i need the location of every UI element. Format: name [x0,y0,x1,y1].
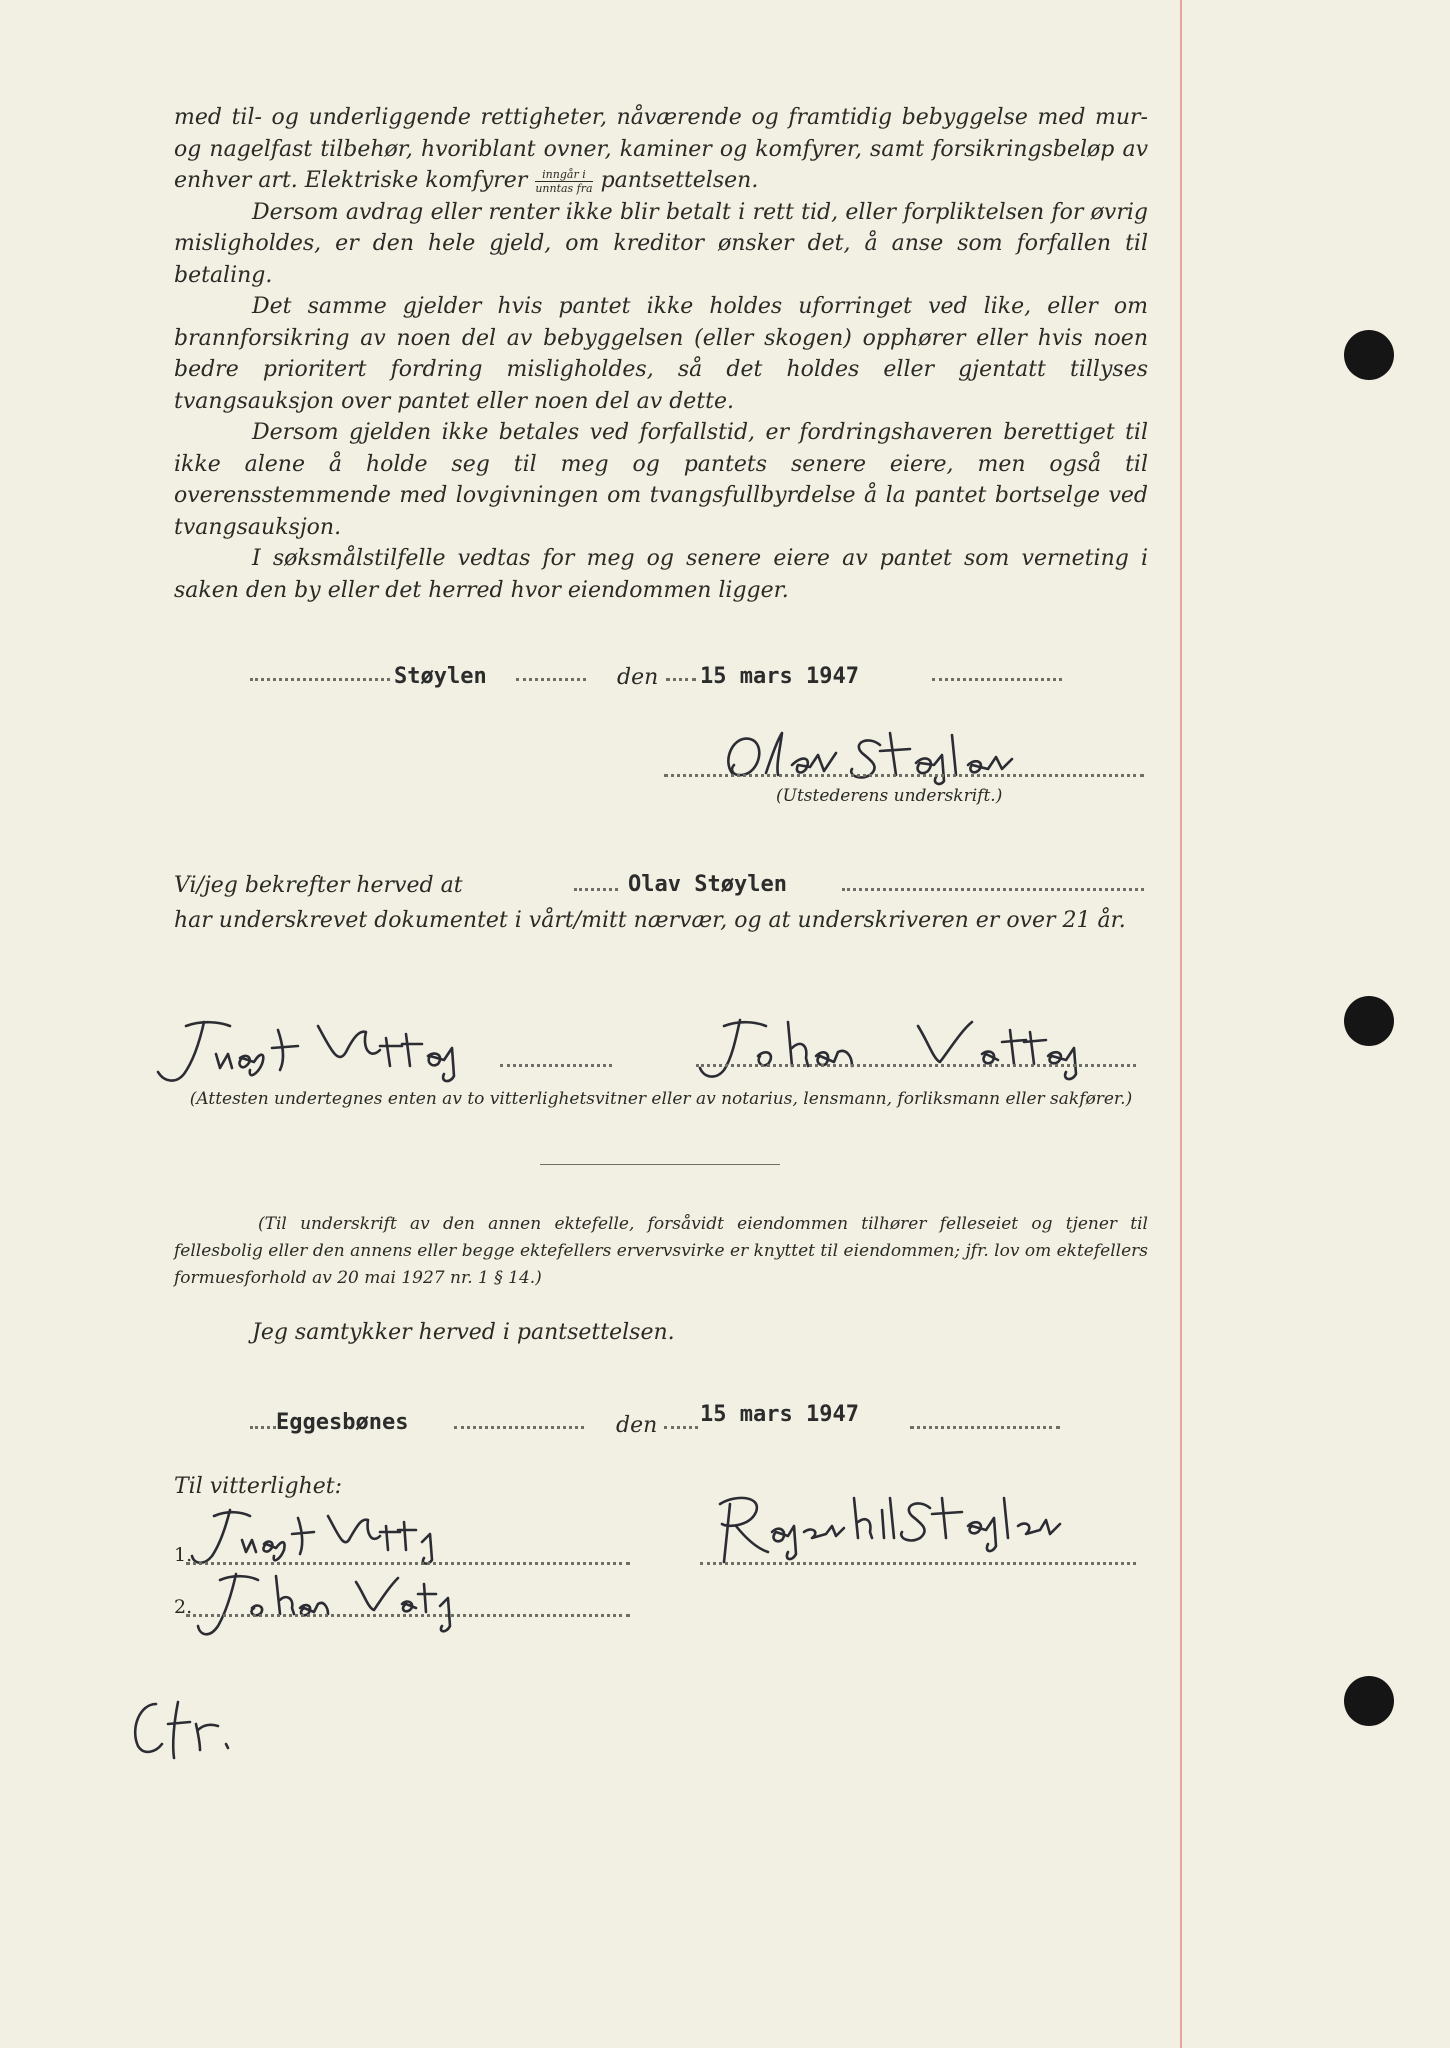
option-exclude: unntas fra [535,181,593,195]
witness-number-2: 2. [174,1596,193,1618]
signature-line [186,1562,630,1565]
issuer-signature-caption: (Utstederens underskrift.) [776,786,1003,806]
spouse-den-label: den [616,1413,658,1438]
mortgage-clauses [174,102,1148,606]
spouse-consent: Jeg samtykker herved i pantsettelsen. [252,1320,675,1345]
dotted-leader [574,888,618,891]
option-fraction [535,168,592,195]
issuer-place: Støylen [394,664,487,689]
attested-name: Olav Støylen [628,872,787,897]
witness-heading: Til vitterlighet: [174,1474,343,1499]
punch-hole [1344,330,1394,380]
clause-3: Det samme gjelder hvis pantet ikke holdes uforringet ved like, eller om brannforsikring av noen del av bebyggelsen (eller skogen) opphører eller hvis noen bedre prioritert fordring misligholdes, så det holdes eller gjentatt tillyses tvangsauksjon over pantet eller noen del av dette. [174,294,1148,414]
consent-witness-1-signature [190,1504,450,1568]
dotted-leader [500,1064,612,1067]
dotted-leader [516,678,586,681]
clause-4: Dersom gjelden ikke betales ved forfallstid, er fordringshaveren berettiget til ikke alene å holde seg til meg og pantets senere eiere, men også til overensstemmende med lovgivningen om tvangsfullbyrdelse å la pantet bortselge ved tvangsauksjon. [174,420,1148,540]
margin-rule [1180,0,1182,2048]
spouse-signature [700,1488,1120,1568]
clause-5: I søksmålstilfelle vedtas for meg og senere eiere av pantet som verneting i saken den by eller det herred hvor eiendommen ligger. [174,546,1148,603]
option-include: inngår i [535,168,592,182]
spouse-place: Eggesbønes [276,1410,409,1435]
issuer-date: 15 mars 1947 [700,664,859,689]
dotted-leader [664,1426,698,1429]
clause-1-text: med til- og underliggende rettigheter, nåværende og framtidig bebyggelse med mur- og nagelfast tilbehør, hvoriblant ovner, kaminer og komfyrer, samt forsikringsbeløp av enhver art. Elektriske komfyrer [174,105,1148,193]
margin-annotation [126,1694,236,1764]
witness-2-signature [696,1012,1126,1082]
witness-number-1: 1. [174,1544,193,1566]
dotted-leader [696,1064,1136,1067]
dotted-leader [250,678,390,681]
dotted-leader [932,678,1062,681]
attestation-text: har underskrevet dokumentet i vårt/mitt nærvær, og at underskriveren er over 21 år. [174,908,1126,933]
dotted-leader [250,1426,276,1429]
section-divider [540,1164,780,1165]
witness-1-signature [150,1012,520,1088]
signature-line [186,1614,630,1617]
attestation-prefix: Vi/jeg bekrefter herved at [174,873,463,898]
signature-line [700,1562,1136,1565]
clause-2: Dersom avdrag eller renter ikke blir betalt i rett tid, eller forpliktelsen for øvrig misligholdes, er den hele gjeld, om kreditor ønsker det, å anse som forfallen til betaling. [174,199,1148,288]
spouse-date: 15 mars 1947 [700,1402,859,1427]
clause-1-end: pantsettelsen. [600,168,759,193]
dotted-leader [910,1426,1060,1429]
dotted-leader [666,678,696,681]
issuer-den-label: den [617,665,659,690]
dotted-leader [454,1426,584,1429]
consent-witness-2-signature [196,1568,456,1648]
punch-hole [1344,1676,1394,1726]
attestation-note: (Attesten undertegnes enten av to vitterlighetsvitner eller av notarius, lensmann, forliksmann eller sakfører.) [189,1089,1133,1109]
dotted-leader [842,888,1144,891]
spouse-note: (Til underskrift av den annen ektefelle, forsåvidt eiendommen tilhører felleseiet og tjener til fellesbolig eller den annens eller begge ektefellers ervervsvirke er knyttet til eiendommen; jfr. lov om ektefellers formuesforhold av 20 mai 1927 nr. 1 § 14.) [174,1214,1148,1288]
signature-line [664,774,1144,777]
clause-1 [174,102,1148,197]
punch-hole [1344,996,1394,1046]
